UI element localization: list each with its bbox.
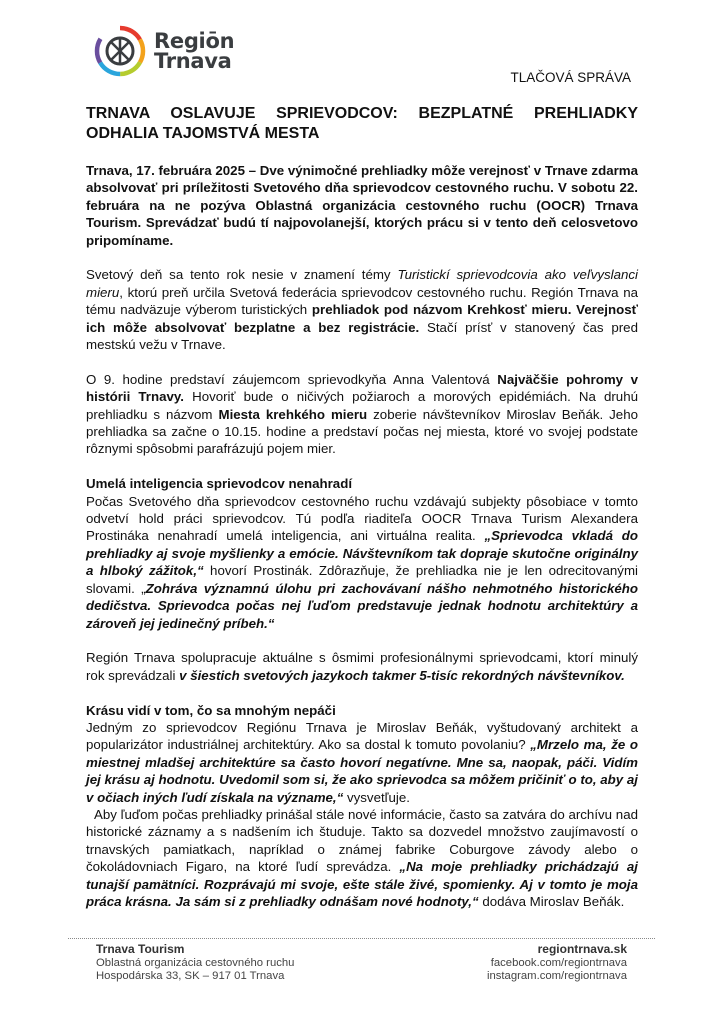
paragraph-guides: [86, 649, 638, 684]
text: Svetový deň sa tento rok nesie v znamení témy: [86, 267, 398, 283]
footer-divider: [68, 938, 655, 939]
org-address: Hospodárska 33, SK – 917 01 Trnava: [96, 970, 285, 983]
text: vysvetľuje.: [343, 789, 410, 805]
org-name: Trnava Tourism: [96, 942, 185, 956]
logo-line-1: Regiōn: [154, 29, 235, 53]
text: Región Trnava spolupracuje aktuálne s ôsmimi profesionálnymi sprievodcami, ktorí minulý rok sprevádzali: [86, 650, 638, 683]
theme-title: Turistickí sprievodcovia ako veľvyslanci mieru: [86, 267, 638, 300]
quote: „Sprievodca vkladá do prehliadky aj svoje myšlienky a emócie. Návštevníkom tak dopraje skutočne originálny a hlboký zážitok,“: [86, 528, 638, 579]
website-link[interactable]: regiontrnava.sk: [537, 942, 627, 956]
quote: „Mrzelo ma, že o miestnej mladšej architektúre sa často hovorí negatívne. Mne sa, naopak, páči. Vidím jej krásu aj hodnotu. Uvedomil som si, že ako sprievodca sa môžem pričiniť o to, aby aj v očiach iných ľudí získala na význame,“: [86, 737, 638, 805]
logo-wordmark: [154, 31, 234, 71]
region-trnava-logo: [93, 24, 234, 78]
text: Stačí prísť v stanovený čas pred mestskú vežu v Trnave.: [86, 319, 638, 353]
paragraph-benak: [86, 719, 638, 806]
article-body: [86, 162, 638, 928]
text: hovorí Prostinák. Zdôrazňuje, že prehliadka nie je len odrecitovanými slovami. „: [86, 563, 638, 596]
tour-title-1: Najväčšie pohromy v histórii Trnavy.: [86, 371, 639, 405]
footer-organization: [96, 943, 294, 984]
logo-line-2: Trnava: [154, 49, 232, 73]
instagram-link[interactable]: instagram.com/regiontrnava: [486, 970, 627, 983]
text: , ktorú preň určila Svetová federácia sprievodcov cestovného ruchu. Región Trnava na tému nadväzuje výberom turistických: [86, 284, 638, 318]
text: Počas Svetového dňa sprievodcov cestovného ruchu vzdávajú subjekty pôsobiace v tomto odvetví hold práci sprievodcov. Tú podľa riaditeľa OOCR Trnava Turism Alexandera Prostináka nenahradí umelá inteligencia, ani virtuálna realita.: [86, 493, 638, 544]
text: O 9. hodine predstaví záujemcom sprievodkyňa Anna Valentová: [86, 371, 498, 387]
highlight: v šiestich svetových jazykoch takmer 5-tisíc rekordných návštevníkov.: [179, 667, 625, 683]
document-type-label: TLAČOVÁ SPRÁVA: [510, 70, 631, 85]
paragraph-ai: [86, 493, 638, 632]
quote: Zohráva významnú úlohu pri zachovávaní nášho nehmotného historického dedičstva. Sprievodca počas nej ľuďom predstavuje jednak hodnotu architektúry a zároveň jej jedinečný príbeh.“: [86, 580, 638, 631]
highlight: prehliadok pod názvom Krehkosť mieru. Verejnosť ich môže absolvovať bezplatne a bez registrácie.: [86, 302, 638, 335]
text: Jedným zo sprievodcov Regiónu Trnava je Miroslav Beňák, vyštudovaný architekt a popularizátor industriálnej architektúry. Ako sa dostal k tomuto povolaniu?: [86, 719, 638, 753]
section-heading-ai: Umelá inteligencia sprievodcov nenahradí: [86, 476, 353, 492]
text: zoberie návštevníkov Miroslav Beňák. Jeho prehliadka sa začne o 10.15. hodine a predstaví počas nej miesta, ktoré vo svojej podstate rôznymi spôsobmi parafrázujú pojem mier.: [86, 406, 638, 457]
section-heading-beauty: Krásu vidí v tom, čo sa mnohým nepáči: [86, 702, 336, 718]
org-description: Oblastná organizácia cestovného ruchu: [96, 956, 295, 969]
wheel-logo-icon: [93, 24, 147, 78]
headline: TRNAVA OSLAVUJE SPRIEVODCOV: BEZPLATNÉ PREHLIADKY ODHALIA TAJOMSTVÁ MESTA: [86, 105, 638, 142]
paragraph-tours: [86, 371, 638, 458]
paragraph-archive: [86, 806, 638, 910]
text: Hovoriť bude o ničivých požiaroch a morových epidémiách. Na druhú prehliadku s názvom: [86, 389, 638, 422]
footer-links: [487, 943, 627, 984]
text: dodáva Miroslav Beňák.: [478, 893, 625, 909]
text: Aby ľuďom počas prehliadky prinášal stále nové informácie, často sa zatvára do archívu nad historické záznamy a s nadšením ich študuje. Takto sa dozvedel množstvo zaujímavostí o trnavských pamiatkach, napríklad o známej fabrike Coburgove závody alebo o čokoládovniach Figaro, na ktoré ľudí sprevádza.: [86, 806, 638, 875]
paragraph-theme: [86, 266, 638, 353]
tour-title-2: Miesta krehkého mieru: [218, 406, 368, 422]
facebook-link[interactable]: facebook.com/regiontrnava: [490, 956, 627, 969]
quote: „Na moje prehliadky prichádzajú aj tunajší pamätníci. Rozprávajú mi svoje, ešte stále živé, spomienky. Aj v tomto je moja práca krásna. Ja sám si z prehliadky odnášam nové hodnoty,“: [86, 859, 638, 909]
lead-paragraph: Trnava, 17. februára 2025 – Dve výnimočné prehliadky môže verejnosť v Trnave zdarma absolvovať pri príležitosti Svetového dňa sprievodcov cestovného ruchu. V sobotu 22. februára na ne pozýva Oblastná organizácia cestovného ruchu (OOCR) Trnava Tourism. Sprevádzať budú tí najpovolanejší, ktorých prácu si v tento deň celosvetovo pripomíname.: [86, 163, 638, 248]
